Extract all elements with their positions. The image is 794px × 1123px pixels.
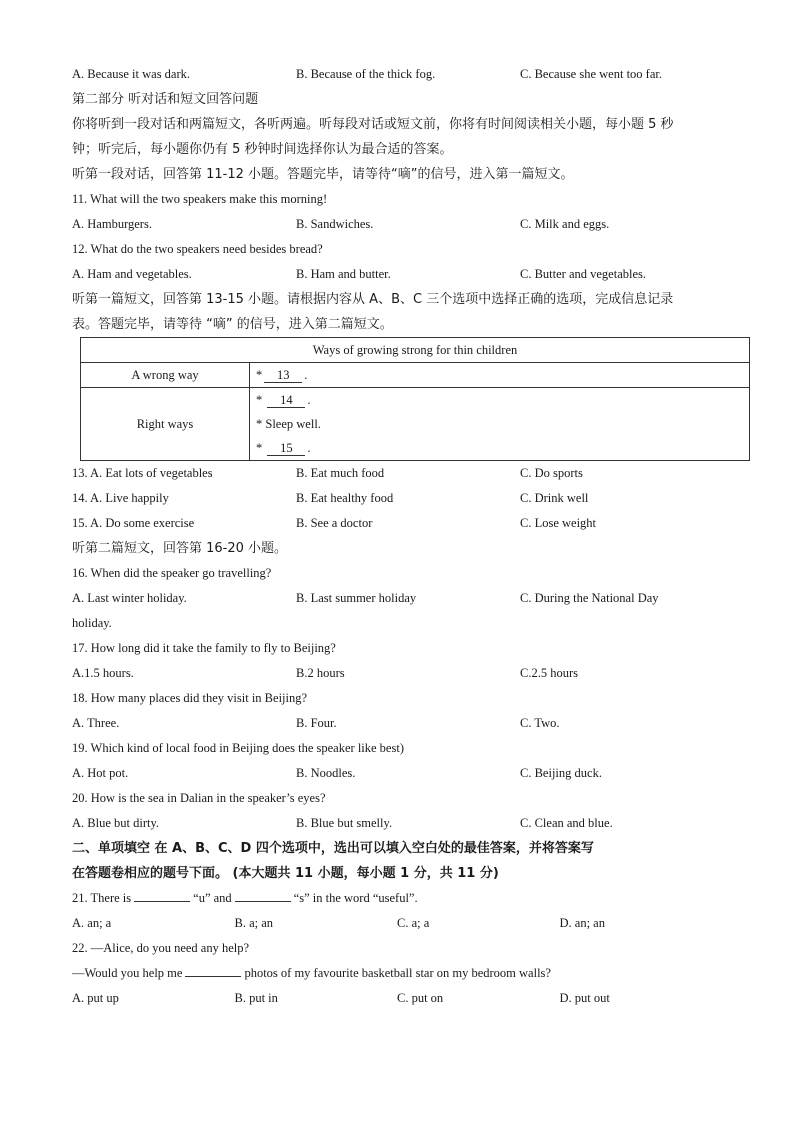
q20-text: 20. How is the sea in Dalian in the speaker’s eyes? <box>72 791 326 805</box>
q11-text: 11. What will the two speakers make this morning! <box>72 192 328 206</box>
q11-options <box>72 212 722 237</box>
q22-blank[interactable] <box>185 964 241 977</box>
option-d[interactable]: D. put out <box>559 991 610 1005</box>
section2-title-2: 在答题卷相应的题号下面。 (本大题共 11 小题，每小题 1 分，共 11 分) <box>72 866 499 881</box>
blank-13[interactable]: 13 <box>264 368 302 383</box>
right-ways-label: Right ways <box>81 388 250 461</box>
option-b[interactable]: B. Because of the thick fog. <box>296 67 436 81</box>
period: . <box>304 368 308 382</box>
period: . <box>307 393 311 407</box>
bullet: * <box>256 393 263 407</box>
option-a[interactable]: A. Ham and vegetables. <box>72 267 192 281</box>
passage1-instruction-2: 表。答题完毕，请等待 “嘀” 的信号，进入第二篇短文。 <box>72 317 393 332</box>
q12-options <box>72 262 722 287</box>
q13-options <box>72 461 722 486</box>
option-c[interactable]: C. Milk and eggs. <box>520 217 610 231</box>
option-c[interactable]: C.2.5 hours <box>520 666 578 680</box>
option-b[interactable]: B. Sandwiches. <box>296 217 374 231</box>
q19-options <box>72 761 722 786</box>
q20-options <box>72 811 722 836</box>
q19-text: 19. Which kind of local food in Beijing does the speaker like best) <box>72 741 404 755</box>
option-b[interactable]: B. Noodles. <box>296 766 356 780</box>
option-a[interactable]: A.1.5 hours. <box>72 666 134 680</box>
q22-options <box>72 986 722 1011</box>
option-b[interactable]: B. Eat healthy food <box>296 491 394 505</box>
option-c[interactable]: C. a; a <box>397 916 430 930</box>
dialog-instruction: 听第一段对话，回答第 11-12 小题。答题完毕，请等待“嘀”的信号，进入第一篇短文。 <box>72 167 574 182</box>
option-b[interactable]: B.2 hours <box>296 666 345 680</box>
option-c[interactable]: C. put on <box>397 991 444 1005</box>
option-a[interactable]: A. Three. <box>72 716 120 730</box>
wrong-way-cell <box>250 363 750 388</box>
q17-options <box>72 661 722 686</box>
option-a[interactable]: A. put up <box>72 991 119 1005</box>
option-a[interactable]: 13. A. Eat lots of vegetables <box>72 466 213 480</box>
q21-options <box>72 911 722 936</box>
option-c[interactable]: C. During the National Day <box>520 591 659 605</box>
info-table <box>80 337 750 461</box>
q21-text: 21. There is “u” and “s” in the word “useful”. <box>72 891 418 905</box>
q17-text: 17. How long did it take the family to fly to Beijing? <box>72 641 336 655</box>
part2-title: 第二部分 听对话和短文回答问题 <box>72 92 259 107</box>
q22-line-1: 22. —Alice, do you need any help? <box>72 941 250 955</box>
option-b[interactable]: B. Ham and butter. <box>296 267 391 281</box>
q16-option-c-continued: holiday. <box>72 616 112 630</box>
option-c[interactable]: C. Drink well <box>520 491 589 505</box>
part2-instruction-1: 你将听到一段对话和两篇短文，各听两遍。听每段对话或短文前，你将有时间阅读相关小题，每小题 5 秒 <box>72 117 674 132</box>
q21-blank-2[interactable] <box>235 889 291 902</box>
option-c[interactable]: C. Clean and blue. <box>520 816 613 830</box>
option-c[interactable]: C. Lose weight <box>520 516 597 530</box>
q14-options <box>72 486 722 511</box>
q16-text: 16. When did the speaker go travelling? <box>72 566 272 580</box>
option-c[interactable]: C. Butter and vegetables. <box>520 267 647 281</box>
option-b[interactable]: B. Last summer holiday <box>296 591 417 605</box>
option-a[interactable]: A. Blue but dirty. <box>72 816 160 830</box>
q15-options <box>72 511 722 536</box>
option-c[interactable]: C. Beijing duck. <box>520 766 602 780</box>
option-b[interactable]: B. Eat much food <box>296 466 385 480</box>
right-ways-cell <box>250 388 750 461</box>
option-d[interactable]: D. an; an <box>559 916 605 930</box>
period: . <box>307 441 311 455</box>
table-title: Ways of growing strong for thin children <box>81 338 750 363</box>
blank-15[interactable]: 15 <box>267 441 305 456</box>
part2-instruction-2: 钟；听完后，每小题你仍有 5 秒钟时间选择你认为最合适的答案。 <box>72 142 453 157</box>
q18-text: 18. How many places did they visit in Beijing? <box>72 691 308 705</box>
q16-options <box>72 586 722 611</box>
q22-line-2: —Would you help me photos of my favourite basketball star on my bedroom walls? <box>72 966 551 980</box>
option-a[interactable]: 15. A. Do some exercise <box>72 516 195 530</box>
section2-title-1: 二、单项填空 在 A、B、C、D 四个选项中，选出可以填入空白处的最佳答案，并将答案写 <box>72 841 594 856</box>
option-a[interactable]: A. Last winter holiday. <box>72 591 187 605</box>
option-a[interactable]: A. Because it was dark. <box>72 67 191 81</box>
q18-options <box>72 711 722 736</box>
bullet: * <box>256 368 263 382</box>
option-c[interactable]: C. Because she went too far. <box>520 67 662 81</box>
option-b[interactable]: B. Blue but smelly. <box>296 816 393 830</box>
option-b[interactable]: B. a; an <box>234 916 274 930</box>
option-b[interactable]: B. put in <box>234 991 278 1005</box>
option-b[interactable]: B. Four. <box>296 716 337 730</box>
option-c[interactable]: C. Two. <box>520 716 560 730</box>
wrong-way-label: A wrong way <box>81 363 250 388</box>
q12-text: 12. What do the two speakers need besides bread? <box>72 242 323 256</box>
passage2-instruction: 听第二篇短文，回答第 16-20 小题。 <box>72 541 288 556</box>
option-a[interactable]: A. Hamburgers. <box>72 217 152 231</box>
option-c[interactable]: C. Do sports <box>520 466 583 480</box>
option-a[interactable]: 14. A. Live happily <box>72 491 169 505</box>
option-a[interactable]: A. Hot pot. <box>72 766 129 780</box>
passage1-instruction-1: 听第一篇短文，回答第 13-15 小题。请根据内容从 A、B、C 三个选项中选择正确的选项，完成信息记录 <box>72 292 674 307</box>
blank-14[interactable]: 14 <box>267 393 305 408</box>
option-b[interactable]: B. See a doctor <box>296 516 373 530</box>
q10-options <box>72 62 722 87</box>
option-a[interactable]: A. an; a <box>72 916 112 930</box>
exam-page <box>72 62 722 1011</box>
q21-blank-1[interactable] <box>134 889 190 902</box>
bullet: * <box>256 441 263 455</box>
sleep-well-item: * Sleep well. <box>256 417 321 431</box>
